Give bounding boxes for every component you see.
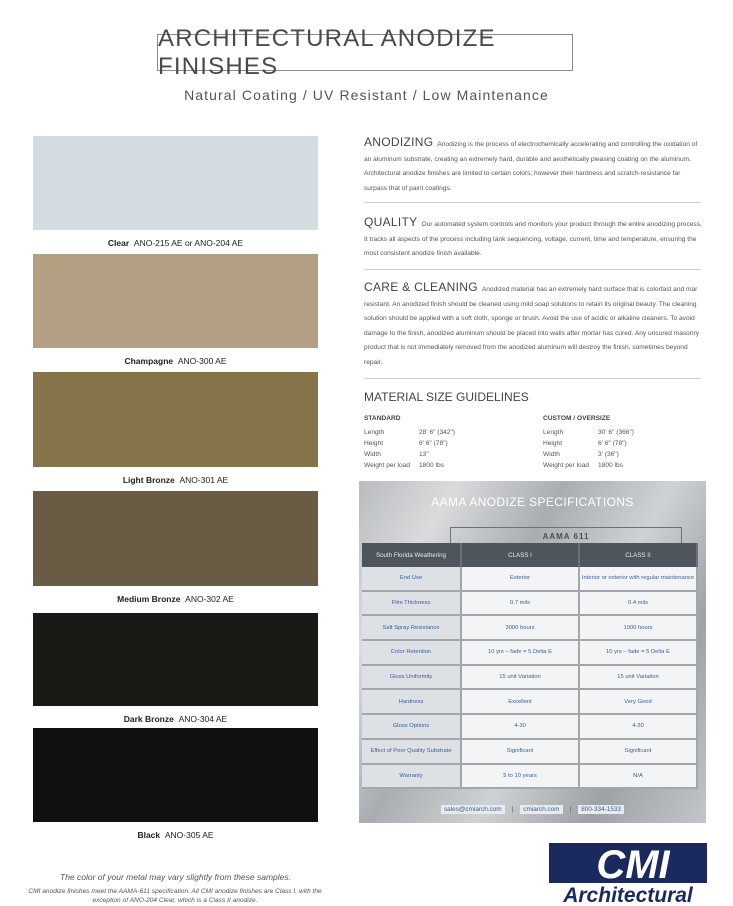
material-value: 3' (36") <box>598 451 619 458</box>
material-key: Height <box>364 440 384 447</box>
material-key: Width <box>364 451 381 458</box>
swatch-code: ANO-302 AE <box>185 594 234 604</box>
spec-cell: Significant <box>462 740 580 765</box>
spec-row <box>362 765 698 790</box>
swatch-medium-bronze <box>33 491 318 586</box>
spec-cell: Significant <box>580 740 698 765</box>
section-care-body: Anodized material has an extremely hard surface that is colorfast and mar resistant. An anodized finish should be cleaned using mild soap solutions to retain its original beauty. The cleaning solution should be applied with a soft cloth, sponge or brush. Avoid the use of acidic or alkaline cleaners. To avoid damage to the finish, anodized aluminum should be placed into walls after mortar has cured. Any uncured masonry product that is not immediately removed from the anodized aluminum will destroy the finish, sometimes beyond repair. <box>364 286 700 366</box>
spec-row <box>362 567 698 592</box>
material-size-title: MATERIAL SIZE GUIDELINES <box>364 390 529 404</box>
page-title-box <box>157 24 573 80</box>
spec-row-label: Salt Spray Resistance <box>362 616 462 641</box>
material-key: Length <box>364 429 385 436</box>
spec-cell: 0.7 mils <box>462 592 580 617</box>
swatch-clear <box>33 136 318 230</box>
section-anodizing-head: ANODIZING <box>364 135 434 149</box>
section-care <box>364 280 702 371</box>
spec-cell: 15 unit Variation <box>580 666 698 691</box>
swatch-dark-bronze <box>33 613 318 706</box>
spec-row <box>362 641 698 666</box>
material-key: Height <box>543 440 563 447</box>
swatch-name: Clear <box>107 238 130 248</box>
spec-cell: N/A <box>580 765 698 790</box>
swatch-code: ANO-215 AE or ANO-204 AE <box>133 238 244 248</box>
spec-header-cell: South Florida Weathering <box>362 543 462 567</box>
material-value: 1800 lbs <box>419 462 444 469</box>
material-key: Weight per load <box>543 462 590 469</box>
cmi-architectural-logo <box>549 843 707 906</box>
material-row <box>543 438 634 449</box>
contact-email[interactable]: sales@cmiarch.com <box>441 805 505 814</box>
material-row <box>543 427 634 438</box>
spec-cell: 15 unit Variation <box>462 666 580 691</box>
spec-row-label: Color Retention <box>362 641 462 666</box>
spec-cell: Exterior <box>462 567 580 592</box>
spec-row <box>362 666 698 691</box>
spec-cell: 5 to 10 years <box>462 765 580 790</box>
swatch-name: Dark Bronze <box>123 714 174 724</box>
material-key: Weight per load <box>364 462 411 469</box>
spec-row-label: Warranty <box>362 765 462 790</box>
section-quality-head: QUALITY <box>364 215 418 229</box>
section-anodizing-body: Anodizing is the process of electrochemically accelerating and controlling the oxidation of an aluminum substrate, creating an extremely hard, durable and aesthetically pleasing coating on the aluminum. Architectural anodize finishes are limited to certain colors; however their hardness and scratch-resistance far surpass that of paint coatings. <box>364 141 698 192</box>
material-key: Length <box>543 429 564 436</box>
material-row <box>364 427 455 438</box>
material-standard <box>364 413 455 471</box>
material-row <box>543 460 634 471</box>
spec-cell: Excellent <box>462 690 580 715</box>
swatch-label <box>33 594 318 604</box>
spec-row-label: Gloss Uniformity <box>362 666 462 691</box>
spec-cell: 10 yrs – fade = 5 Delta E <box>462 641 580 666</box>
swatch-name: Black <box>137 830 161 840</box>
spec-row-label: Film Thickness <box>362 592 462 617</box>
spec-row-label: Gloss Options <box>362 715 462 740</box>
swatch-name: Light Bronze <box>122 475 175 485</box>
material-row <box>543 449 634 460</box>
section-quality <box>364 215 702 262</box>
color-note: The color of your metal may vary slightly from these samples. <box>60 872 291 882</box>
section-care-head: CARE & CLEANING <box>364 280 478 294</box>
spec-title: AAMA ANODIZE SPECIFICATIONS <box>431 495 634 509</box>
section-quality-body: Our automated system controls and monitors your product through the entire anodizing process. It tracks all aspects of the process including tank sequencing, voltage, current, time and temperature, ensuring the most consistent anodize finish available. <box>364 221 702 258</box>
spec-tab: AAMA 611 <box>450 527 682 545</box>
material-value: 6' 6" (78") <box>419 440 448 447</box>
contact-website[interactable]: cmiarch.com <box>520 805 562 814</box>
spec-cell: 10 yrs – fade = 5 Delta E <box>580 641 698 666</box>
swatch-light-bronze <box>33 372 318 467</box>
swatch-name: Champagne <box>124 356 174 366</box>
spec-footer: sales@cmiarch.com | cmiarch.com | 800-334-1533 <box>359 806 706 813</box>
material-value: 28' 6" (342") <box>419 429 455 436</box>
swatch-code: ANO-301 AE <box>179 475 229 485</box>
material-row <box>364 449 455 460</box>
spec-row <box>362 592 698 617</box>
spec-table <box>362 543 698 789</box>
swatch-label <box>33 830 318 840</box>
spec-cell: 3000 hours <box>462 616 580 641</box>
spec-row <box>362 690 698 715</box>
logo-text-bottom: Architectural <box>563 884 693 906</box>
spec-row-label: Effect of Poor Quality Substrate <box>362 740 462 765</box>
material-custom <box>543 413 634 471</box>
swatch-champagne <box>33 254 318 348</box>
material-custom-head: CUSTOM / OVERSIZE <box>543 415 611 422</box>
divider <box>364 202 701 203</box>
page-subtitle: Natural Coating / UV Resistant / Low Maintenance <box>184 87 549 103</box>
material-standard-head: STANDARD <box>364 415 401 422</box>
material-value: 13" <box>419 451 429 458</box>
page-title: ARCHITECTURAL ANODIZE FINISHES <box>158 24 496 80</box>
spec-row <box>362 616 698 641</box>
spec-row <box>362 740 698 765</box>
spec-cell: 4-30 <box>580 715 698 740</box>
spec-note: CMI anodize finishes meet the AAMA-611 specification. All CMI anodize finishes are Class I, with the exception of ANO-204 Clear, which is a Class II anodize. <box>28 888 322 904</box>
spec-header-cell: CLASS II <box>580 543 698 567</box>
swatch-label <box>33 475 318 485</box>
spec-row-label: Hardness <box>362 690 462 715</box>
swatch-label <box>33 356 318 366</box>
swatch-label <box>33 238 318 248</box>
logo-text-top: CMI <box>596 843 670 887</box>
swatch-code: ANO-304 AE <box>178 714 228 724</box>
divider <box>364 269 701 270</box>
contact-phone[interactable]: 800-334-1533 <box>578 805 624 814</box>
material-row <box>364 460 455 471</box>
spec-cell: 0.4 mils <box>580 592 698 617</box>
material-row <box>364 438 455 449</box>
material-value: 1800 lbs <box>598 462 623 469</box>
material-value: 6' 6" (78") <box>598 440 627 447</box>
spec-cell: 1000 hours <box>580 616 698 641</box>
spec-row <box>362 715 698 740</box>
section-anodizing <box>364 135 702 196</box>
spec-cell: 4-30 <box>462 715 580 740</box>
swatch-code: ANO-300 AE <box>177 356 227 366</box>
swatch-black <box>33 728 318 822</box>
swatch-name: Medium Bronze <box>117 594 181 604</box>
spec-cell: Very Good <box>580 690 698 715</box>
spec-row-label: End Use <box>362 567 462 592</box>
swatch-label <box>33 714 318 724</box>
spec-header-cell: CLASS I <box>462 543 580 567</box>
swatch-code: ANO-305 AE <box>164 830 214 840</box>
spec-cell: Interior or exterior with regular maintenance <box>580 567 698 592</box>
material-value: 30' 6" (366") <box>598 429 634 436</box>
material-key: Width <box>543 451 560 458</box>
divider <box>364 378 701 379</box>
